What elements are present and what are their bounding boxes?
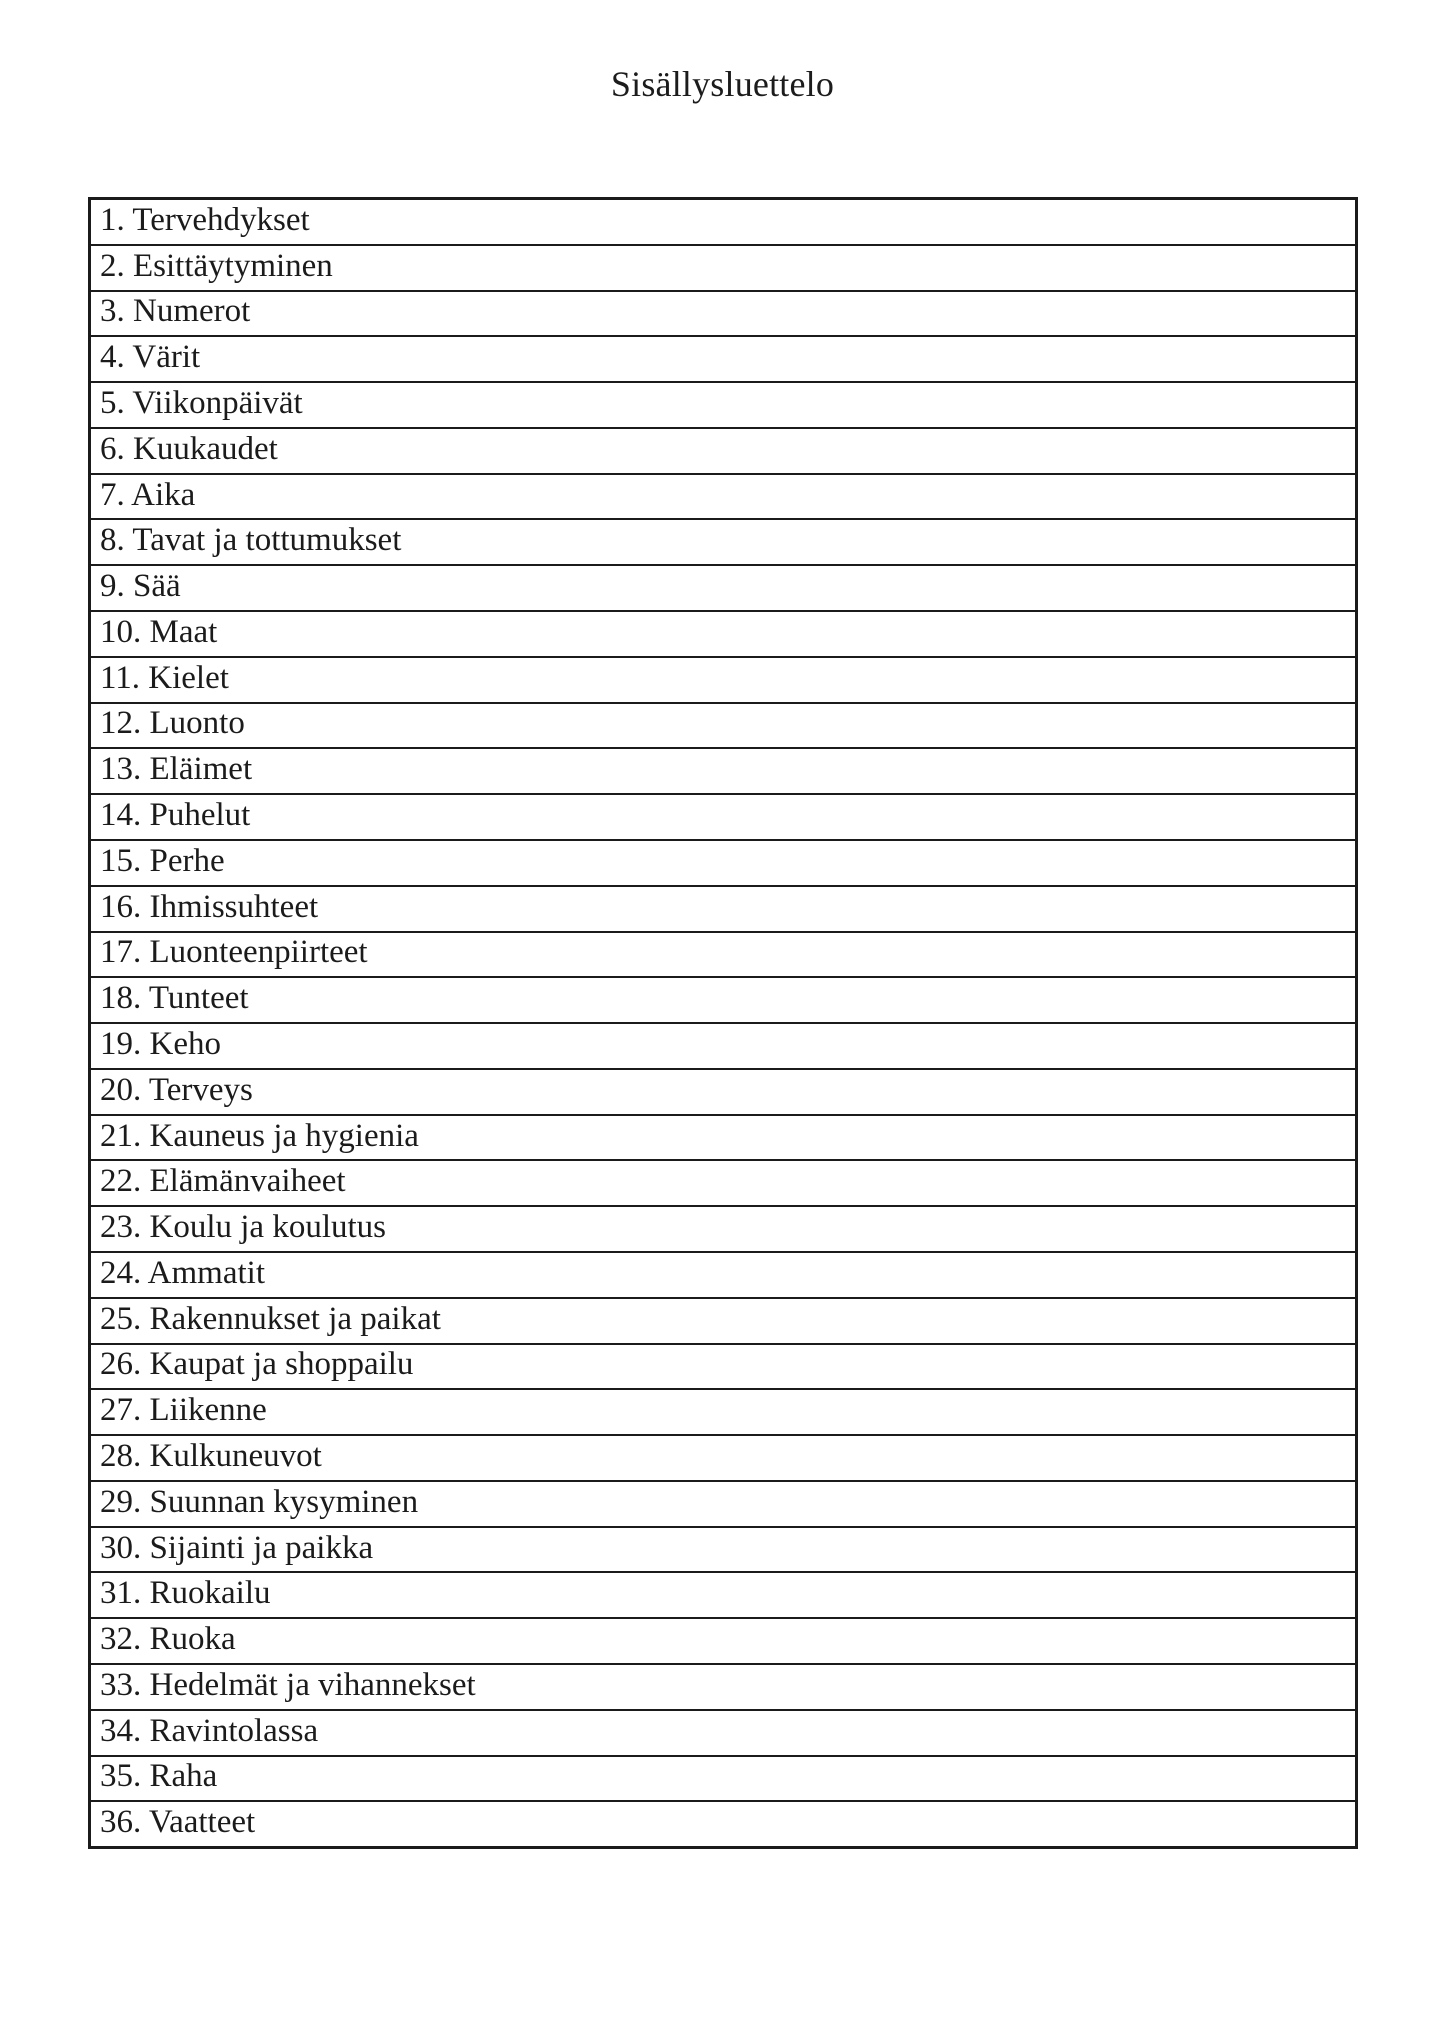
toc-row: 22. Elämänvaiheet bbox=[89, 1161, 1357, 1207]
toc-row: 31. Ruokailu bbox=[89, 1573, 1357, 1619]
toc-row: 25. Rakennukset ja paikat bbox=[89, 1299, 1357, 1345]
toc-row: 36. Vaatteet bbox=[89, 1802, 1357, 1848]
toc-row: 26. Kaupat ja shoppailu bbox=[89, 1345, 1357, 1391]
page-title: Sisällysluettelo bbox=[610, 64, 835, 104]
toc-row: 2. Esittäytyminen bbox=[89, 246, 1357, 292]
toc-row: 30. Sijainti ja paikka bbox=[89, 1528, 1357, 1574]
toc-row: 20. Terveys bbox=[89, 1070, 1357, 1116]
toc-row: 11. Kielet bbox=[89, 658, 1357, 704]
toc-row: 9. Sää bbox=[89, 566, 1357, 612]
toc-row: 33. Hedelmät ja vihannekset bbox=[89, 1665, 1357, 1711]
toc-row: 8. Tavat ja tottumukset bbox=[89, 520, 1357, 566]
toc-row: 35. Raha bbox=[89, 1757, 1357, 1803]
toc-row: 29. Suunnan kysyminen bbox=[89, 1482, 1357, 1528]
toc-row: 16. Ihmissuhteet bbox=[89, 887, 1357, 933]
toc-row: 34. Ravintolassa bbox=[89, 1711, 1357, 1757]
toc-row: 21. Kauneus ja hygienia bbox=[89, 1116, 1357, 1162]
toc-row: 13. Eläimet bbox=[89, 749, 1357, 795]
toc-row: 7. Aika bbox=[89, 475, 1357, 521]
toc-row: 19. Keho bbox=[89, 1024, 1357, 1070]
toc-row: 24. Ammatit bbox=[89, 1253, 1357, 1299]
toc-row: 5. Viikonpäivät bbox=[89, 383, 1357, 429]
toc-row: 12. Luonto bbox=[89, 704, 1357, 750]
toc-row: 15. Perhe bbox=[89, 841, 1357, 887]
toc-row: 14. Puhelut bbox=[89, 795, 1357, 841]
toc-row: 6. Kuukaudet bbox=[89, 429, 1357, 475]
toc-row: 3. Numerot bbox=[89, 292, 1357, 338]
toc-row: 27. Liikenne bbox=[89, 1390, 1357, 1436]
table-of-contents bbox=[88, 197, 1358, 1849]
toc-row: 23. Koulu ja koulutus bbox=[89, 1207, 1357, 1253]
toc-row: 28. Kulkuneuvot bbox=[89, 1436, 1357, 1482]
toc-row: 4. Värit bbox=[89, 337, 1357, 383]
toc-row: 10. Maat bbox=[89, 612, 1357, 658]
toc-row: 1. Tervehdykset bbox=[89, 198, 1357, 246]
toc-row: 17. Luonteenpiirteet bbox=[89, 933, 1357, 979]
toc-row: 32. Ruoka bbox=[89, 1619, 1357, 1665]
toc-row: 18. Tunteet bbox=[89, 978, 1357, 1024]
